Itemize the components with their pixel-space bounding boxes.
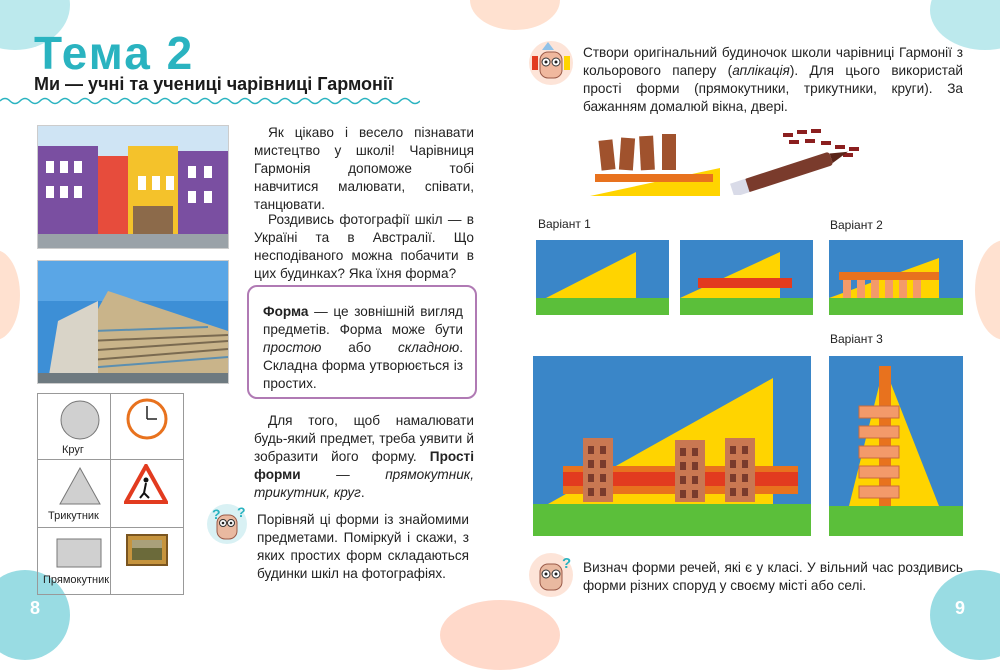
definition-part-c: . Складна форма утворюється із простих. bbox=[263, 340, 463, 391]
table-row-circle bbox=[38, 394, 183, 459]
variant-3-label: Варіант 3 bbox=[830, 332, 883, 346]
shape-label-circle: Круг bbox=[62, 444, 84, 456]
decor-blob-bottom-center bbox=[440, 600, 560, 670]
table-row-rectangle bbox=[38, 527, 183, 595]
definition-part-a: — це зовнішній вигляд предметів. Форма може бути bbox=[263, 304, 463, 337]
clock-icon bbox=[126, 398, 168, 440]
painting-icon bbox=[126, 534, 168, 566]
rectangle-shape bbox=[56, 538, 102, 568]
variant-3-scene bbox=[829, 356, 963, 536]
simple-shapes-table bbox=[37, 393, 184, 595]
triangle-shape bbox=[58, 466, 102, 506]
owl-question-icon bbox=[206, 503, 248, 545]
compare-paragraph: Порівняй ці форми із знайомими предметами. Поміркуй і скажи, з яких простих форм складаються будинки шкіл на фотографіях. bbox=[257, 512, 469, 581]
variant-1-scene-b bbox=[680, 240, 813, 315]
page-number-right: 9 bbox=[955, 598, 966, 618]
svg-text:?: ? bbox=[212, 506, 221, 522]
definition-part-b: або bbox=[321, 340, 398, 355]
variant-2-label: Варіант 2 bbox=[830, 218, 883, 232]
shape-label-rectangle: Прямокутник bbox=[43, 574, 110, 586]
page-number-left: 8 bbox=[30, 598, 41, 618]
definition-complex: складною bbox=[398, 340, 460, 355]
school-photo-australia bbox=[37, 260, 229, 384]
wavy-divider bbox=[0, 96, 420, 106]
definition-text bbox=[263, 303, 463, 393]
variant-1-label: Варіант 1 bbox=[538, 217, 591, 231]
drawing-part-b: — bbox=[300, 467, 386, 482]
paper-strips-illustration bbox=[590, 128, 725, 198]
shape-label-triangle: Трикутник bbox=[48, 510, 99, 522]
definition-term: Форма bbox=[263, 304, 309, 319]
task-italic: аплікація bbox=[732, 63, 790, 78]
decor-blob-left-mid bbox=[0, 250, 20, 340]
intro-paragraph-2: Роздивись фотографії шкіл — в Україні та в Австралії. Що несподіваного можна побачити в цих будинках? Яка їхня форма? bbox=[254, 212, 474, 281]
svg-text:?: ? bbox=[237, 504, 246, 520]
task-part-b: ). Для цього використай прості форми (прямокутники, трикутники, круги). За бажанням домалюй вікна, двері. bbox=[583, 63, 963, 114]
marker-pen-illustration bbox=[725, 125, 870, 195]
page-subtitle: Ми — учні та учениці чарівниці Гармонії bbox=[34, 74, 393, 94]
drawing-part-c: . bbox=[360, 485, 365, 500]
circle-shape bbox=[60, 400, 100, 440]
drawing-paragraph bbox=[254, 412, 474, 502]
variant-1-large-scene bbox=[533, 356, 811, 536]
definition-simple: простою bbox=[263, 340, 322, 355]
variant-2-scene bbox=[829, 240, 963, 315]
task-part-a: Створи оригінальний будиночок школи чарівниці Гармонії з кольорового паперу ( bbox=[583, 45, 963, 78]
table-row-triangle bbox=[38, 459, 183, 528]
topic-title: Тема 2 bbox=[34, 27, 195, 79]
drawing-bold: Простi форми bbox=[254, 449, 474, 482]
drawing-part-a: Для того, щоб намалювати будь-який предмет, треба уявити й зобразити його форму. bbox=[254, 413, 474, 464]
task-paragraph bbox=[583, 44, 963, 116]
variant-1-scene-a bbox=[536, 240, 669, 315]
definition-box bbox=[247, 285, 477, 399]
owl-question-icon-right bbox=[528, 552, 574, 598]
intro-paragraph-1: Як цікаво і весело пізнавати мистецтво у школі! Чарівниця Гармонія допоможе тобі навчитися малювати, співати, танцювати. bbox=[254, 125, 474, 212]
drawing-italic: прямокутник, трикутник, круг bbox=[254, 467, 474, 500]
pedestrian-sign-icon bbox=[124, 464, 168, 504]
teacher-character-icon bbox=[528, 40, 574, 86]
decor-blob-top-right bbox=[930, 0, 1000, 50]
svg-text:?: ? bbox=[562, 555, 572, 572]
decor-blob-top-center bbox=[470, 0, 560, 30]
school-photo-ukraine bbox=[37, 125, 229, 249]
bottom-task-paragraph: Визнач форми речей, які є у класі. У вільний час роздивись форми різних споруд у своєму місті або селі. bbox=[583, 560, 963, 593]
decor-blob-right-mid bbox=[975, 240, 1000, 340]
